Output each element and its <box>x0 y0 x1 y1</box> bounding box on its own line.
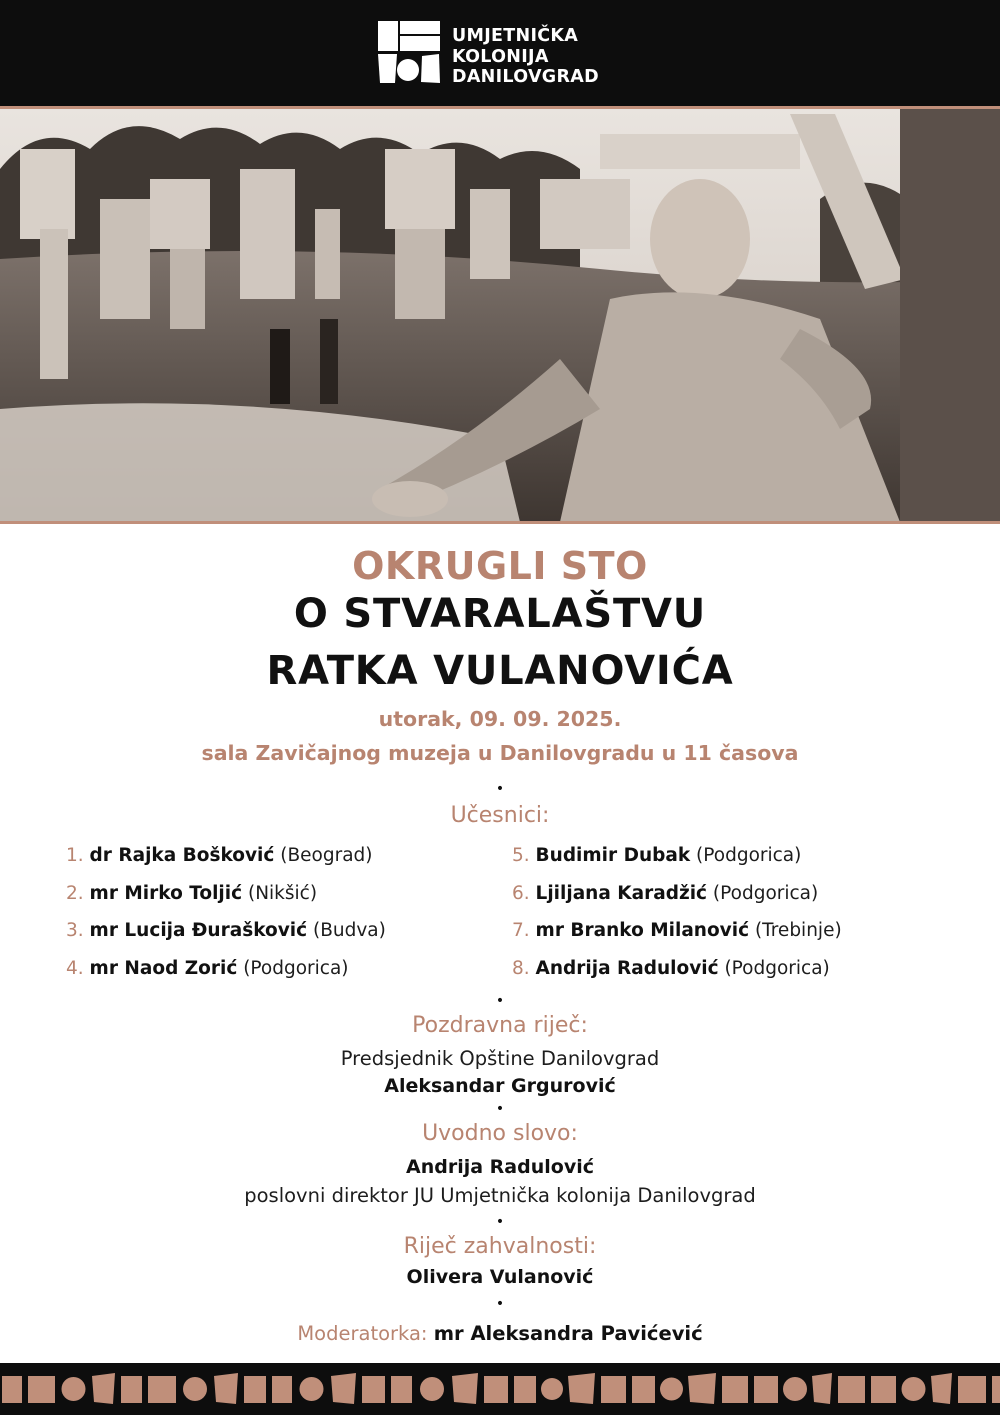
thanks-name: Olivera Vulanović <box>406 1266 594 1288</box>
item-number: 1. <box>66 845 84 866</box>
list-item <box>512 958 842 996</box>
participant-name: dr Rajka Bošković <box>89 845 275 866</box>
footer-tile <box>568 1373 595 1404</box>
participant-city: (Beograd) <box>280 845 373 866</box>
footer-tile <box>838 1376 865 1403</box>
footer-tile <box>484 1376 508 1403</box>
footer-tile <box>420 1377 444 1401</box>
list-item <box>66 845 386 883</box>
bullet-separator: • <box>495 1296 505 1312</box>
footer-tile <box>601 1376 626 1403</box>
participant-name: Budimir Dubak <box>535 845 691 866</box>
footer-tile <box>902 1377 926 1401</box>
footer-tile <box>931 1373 952 1404</box>
footer-tile <box>2 1376 22 1403</box>
participant-city: (Nikšić) <box>247 882 318 904</box>
participant-name: Andrija Radulović <box>535 957 719 979</box>
footer-tile <box>812 1373 832 1404</box>
event-venue: sala Zavičajnog muzeja u Danilovgradu u 11 časova <box>201 741 799 765</box>
participants-list-left <box>66 845 386 995</box>
participant-city: (Podgorica) <box>724 957 830 979</box>
participants-heading: Učesnici: <box>450 803 550 828</box>
footer-tile <box>183 1377 207 1401</box>
footer-tile <box>871 1376 896 1403</box>
participant-name: mr Naod Zorić <box>89 957 238 979</box>
item-number: 8. <box>512 957 530 979</box>
footer-tile <box>214 1373 238 1404</box>
logo-wordmark <box>452 26 599 88</box>
item-number: 2. <box>66 882 84 904</box>
bullet-separator: • <box>495 993 505 1009</box>
footer-tile <box>92 1373 115 1404</box>
list-item <box>512 883 842 921</box>
participant-name: mr Mirko Toljić <box>89 882 243 904</box>
footer-tile <box>541 1378 563 1400</box>
list-item <box>66 883 386 921</box>
bullet-separator: • <box>495 781 505 797</box>
footer-tile <box>632 1376 655 1403</box>
footer-tile <box>783 1377 807 1401</box>
logo-line: KOLONIJA <box>452 46 549 67</box>
footer-pattern-bar <box>0 1363 1000 1415</box>
bullet-separator: • <box>495 1101 505 1117</box>
item-number: 3. <box>66 920 84 941</box>
list-item <box>512 920 842 958</box>
bullet-separator: • <box>495 1214 505 1230</box>
thanks-heading: Riječ zahvalnosti: <box>403 1234 597 1259</box>
logo-line: UMJETNIČKA <box>452 26 579 46</box>
event-title-line2: O STVARALAŠTVU <box>293 591 707 637</box>
participants-list-right <box>512 845 842 995</box>
footer-tile <box>272 1376 292 1403</box>
intro-role: poslovni direktor JU Umjetnička kolonija Danilovgrad <box>244 1184 756 1207</box>
item-number: 7. <box>512 920 530 941</box>
moderator-line <box>0 1322 1000 1345</box>
event-title-line3: RATKA VULANOVIĆA <box>266 648 734 694</box>
footer-tile <box>244 1376 266 1403</box>
footer-tile <box>28 1376 55 1403</box>
footer-tile <box>300 1377 324 1401</box>
footer-tile <box>754 1376 778 1403</box>
footer-tile <box>992 1376 1000 1403</box>
logo-line: DANILOVGRAD <box>452 67 599 87</box>
footer-tile <box>688 1373 716 1404</box>
list-item <box>66 958 386 996</box>
participant-name: mr Branko Milanović <box>535 920 750 941</box>
footer-tile <box>331 1373 356 1404</box>
footer-tile <box>958 1376 986 1403</box>
participant-name: mr Lucija Đurašković <box>89 920 308 941</box>
participant-city: (Podgorica) <box>696 845 802 866</box>
list-item <box>66 920 386 958</box>
greeting-name: Aleksandar Grgurović <box>384 1075 616 1097</box>
footer-tile <box>722 1376 748 1403</box>
event-title-line1: OKRUGLI STO <box>352 544 648 588</box>
intro-heading: Uvodno slovo: <box>422 1121 578 1146</box>
participant-name: Ljiljana Karadžić <box>535 882 708 904</box>
moderator-label: Moderatorka: <box>297 1322 428 1345</box>
footer-pattern-icon <box>0 1363 1000 1415</box>
moderator-name: mr Aleksandra Pavićević <box>433 1322 703 1345</box>
header-bar <box>0 0 1000 106</box>
footer-tile <box>148 1376 176 1403</box>
item-number: 5. <box>512 845 530 866</box>
footer-tile <box>660 1378 683 1401</box>
footer-tile <box>514 1376 536 1403</box>
event-date: utorak, 09. 09. 2025. <box>378 707 622 731</box>
participant-city: (Podgorica) <box>712 882 819 904</box>
participant-city: (Podgorica) <box>243 957 349 979</box>
greeting-heading: Pozdravna riječ: <box>412 1013 588 1038</box>
participant-city: (Budva) <box>312 920 386 941</box>
participant-city: (Trebinje) <box>754 920 842 941</box>
item-number: 4. <box>66 957 84 979</box>
kolonija-logo-icon <box>377 20 441 84</box>
photo-divider <box>0 521 1000 524</box>
footer-tile <box>391 1376 412 1403</box>
intro-name: Andrija Radulović <box>406 1156 594 1178</box>
greeting-role: Predsjednik Opštine Danilovgrad <box>340 1047 660 1070</box>
item-number: 6. <box>512 882 530 904</box>
footer-tile <box>62 1377 86 1401</box>
footer-tile <box>362 1376 385 1403</box>
photograph-sculptor-icon <box>0 109 1000 522</box>
footer-tile <box>121 1376 142 1403</box>
footer-tile <box>452 1373 478 1404</box>
list-item <box>512 845 842 883</box>
